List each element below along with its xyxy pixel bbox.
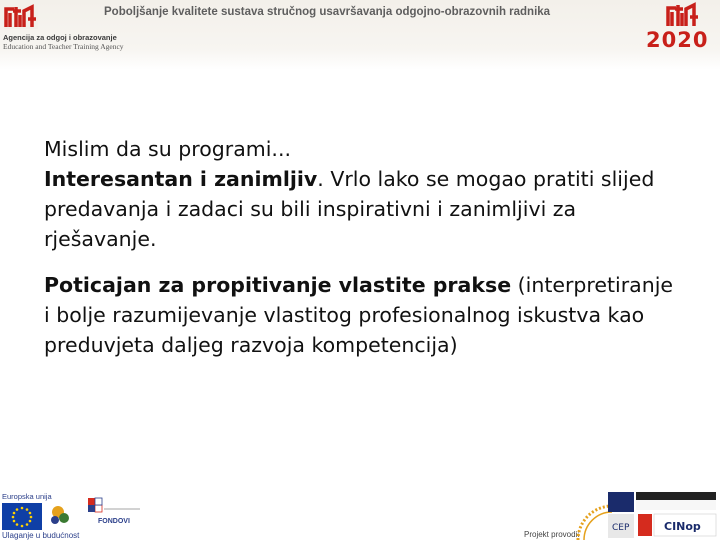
svg-text:CINop: CINop	[664, 520, 701, 533]
feedback-point-2	[44, 270, 684, 360]
eu-flag-icon	[2, 503, 42, 530]
slide-header	[0, 0, 720, 70]
agency-name-en: Education and Teacher Training Agency	[3, 42, 124, 51]
svg-text:CEP: CEP	[612, 523, 630, 533]
eu-motto: Ulaganje u budućnost	[2, 531, 80, 540]
eu-label: Europska unija	[2, 492, 52, 501]
projekt-label: Projekt provodi:	[524, 530, 580, 539]
feedback-point-2-heading: Poticajan za propitivanje vlastite prakse	[44, 273, 512, 297]
year-label: 2020	[646, 28, 709, 52]
agency-name: Agencija za odgoj i obrazovanje	[3, 33, 117, 42]
feedback-point-1-text: . Vrlo lako se mogao pratiti slijed predavanja i zadaci su bili inspirativni i zanimljivi za rješavanje.	[44, 167, 655, 251]
project-title: Poboljšanje kvalitete sustava stručnog usavršavanja odgojno-obrazovnih radnika	[104, 6, 551, 18]
funding-logos-icon	[48, 496, 140, 532]
feedback-point-2-text: (interpretiranje i bolje razumijevanje vlastitog profesionalnog iskustva kao preduvjeta daljeg razvoja kompetencija)	[44, 273, 674, 357]
intro-line: Mislim da su programi...	[44, 137, 291, 161]
feedback-point-1-heading: Interesantan i zanimljiv	[44, 167, 318, 191]
feedback-point-1	[44, 164, 684, 254]
agency-logo-icon	[2, 1, 40, 31]
fondovi-label: FONDOVI	[98, 518, 130, 525]
partner-logos-icon	[572, 486, 718, 540]
slide-body	[44, 134, 684, 360]
